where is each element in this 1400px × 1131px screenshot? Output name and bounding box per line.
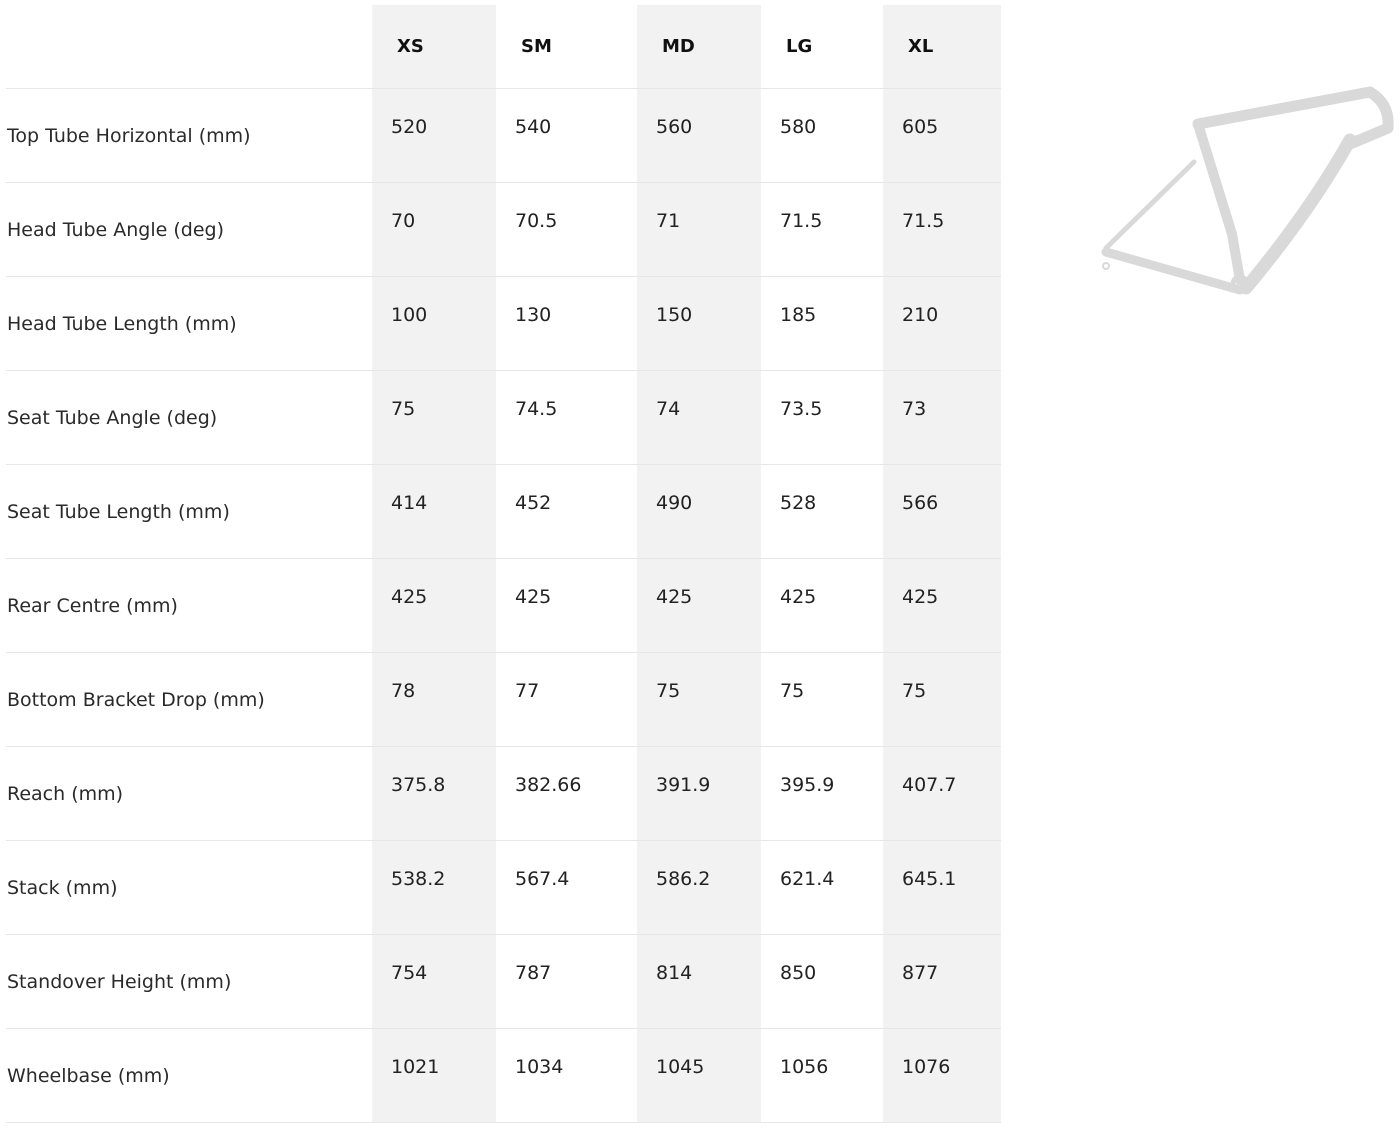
row-label: Head Tube Angle (deg) [6,183,372,277]
cell-xs: 414 [372,465,496,559]
cell-md: 560 [637,89,761,183]
geometry-table-header [6,5,1001,89]
cell-xs: 538.2 [372,841,496,935]
cell-xl: 425 [883,559,1001,653]
row-label: Head Tube Length (mm) [6,277,372,371]
row-label: Seat Tube Length (mm) [6,465,372,559]
table-row [6,653,1001,747]
row-label: Rear Centre (mm) [6,559,372,653]
cell-xs: 1021 [372,1029,496,1123]
cell-sm: 540 [496,89,637,183]
cell-xs: 78 [372,653,496,747]
cell-sm: 130 [496,277,637,371]
cell-sm: 70.5 [496,183,637,277]
cell-md: 150 [637,277,761,371]
cell-xl: 73 [883,371,1001,465]
cell-xs: 425 [372,559,496,653]
row-label: Bottom Bracket Drop (mm) [6,653,372,747]
cell-sm: 567.4 [496,841,637,935]
row-label: Standover Height (mm) [6,935,372,1029]
table-row [6,277,1001,371]
cell-md: 586.2 [637,841,761,935]
cell-md: 425 [637,559,761,653]
cell-lg: 580 [761,89,883,183]
size-header-lg: LG [761,5,883,89]
cell-md: 490 [637,465,761,559]
cell-xs: 754 [372,935,496,1029]
row-label: Top Tube Horizontal (mm) [6,89,372,183]
cell-lg: 71.5 [761,183,883,277]
cell-md: 1045 [637,1029,761,1123]
cell-md: 74 [637,371,761,465]
cell-sm: 1034 [496,1029,637,1123]
cell-lg: 1056 [761,1029,883,1123]
cell-xs: 375.8 [372,747,496,841]
cell-md: 75 [637,653,761,747]
table-row [6,935,1001,1029]
table-row [6,559,1001,653]
row-label: Stack (mm) [6,841,372,935]
cell-lg: 395.9 [761,747,883,841]
cell-md: 391.9 [637,747,761,841]
header-row [6,5,1001,89]
cell-sm: 787 [496,935,637,1029]
cell-xl: 75 [883,653,1001,747]
cell-lg: 185 [761,277,883,371]
cell-lg: 75 [761,653,883,747]
cell-md: 814 [637,935,761,1029]
cell-lg: 528 [761,465,883,559]
size-header-sm: SM [496,5,637,89]
cell-xl: 645.1 [883,841,1001,935]
geometry-table-body [6,89,1001,1123]
header-label-column [6,5,372,89]
table-row [6,183,1001,277]
cell-xs: 70 [372,183,496,277]
row-label: Wheelbase (mm) [6,1029,372,1123]
table-row [6,747,1001,841]
cell-md: 71 [637,183,761,277]
bike-frame-icon [1098,84,1396,306]
cell-sm: 74.5 [496,371,637,465]
table-row [6,841,1001,935]
cell-xl: 71.5 [883,183,1001,277]
cell-lg: 850 [761,935,883,1029]
size-header-xs: XS [372,5,496,89]
size-header-md: MD [637,5,761,89]
cell-xl: 877 [883,935,1001,1029]
cell-xl: 566 [883,465,1001,559]
size-header-xl: XL [883,5,1001,89]
cell-xl: 1076 [883,1029,1001,1123]
row-label: Seat Tube Angle (deg) [6,371,372,465]
cell-lg: 73.5 [761,371,883,465]
table-row [6,89,1001,183]
cell-lg: 425 [761,559,883,653]
cell-xs: 75 [372,371,496,465]
cell-xl: 210 [883,277,1001,371]
cell-xs: 520 [372,89,496,183]
table-row [6,1029,1001,1123]
cell-xl: 605 [883,89,1001,183]
cell-sm: 425 [496,559,637,653]
cell-xl: 407.7 [883,747,1001,841]
table-row [6,371,1001,465]
cell-sm: 452 [496,465,637,559]
table-row [6,465,1001,559]
cell-sm: 77 [496,653,637,747]
row-label: Reach (mm) [6,747,372,841]
cell-xs: 100 [372,277,496,371]
cell-sm: 382.66 [496,747,637,841]
cell-lg: 621.4 [761,841,883,935]
geometry-table [6,5,1001,1123]
